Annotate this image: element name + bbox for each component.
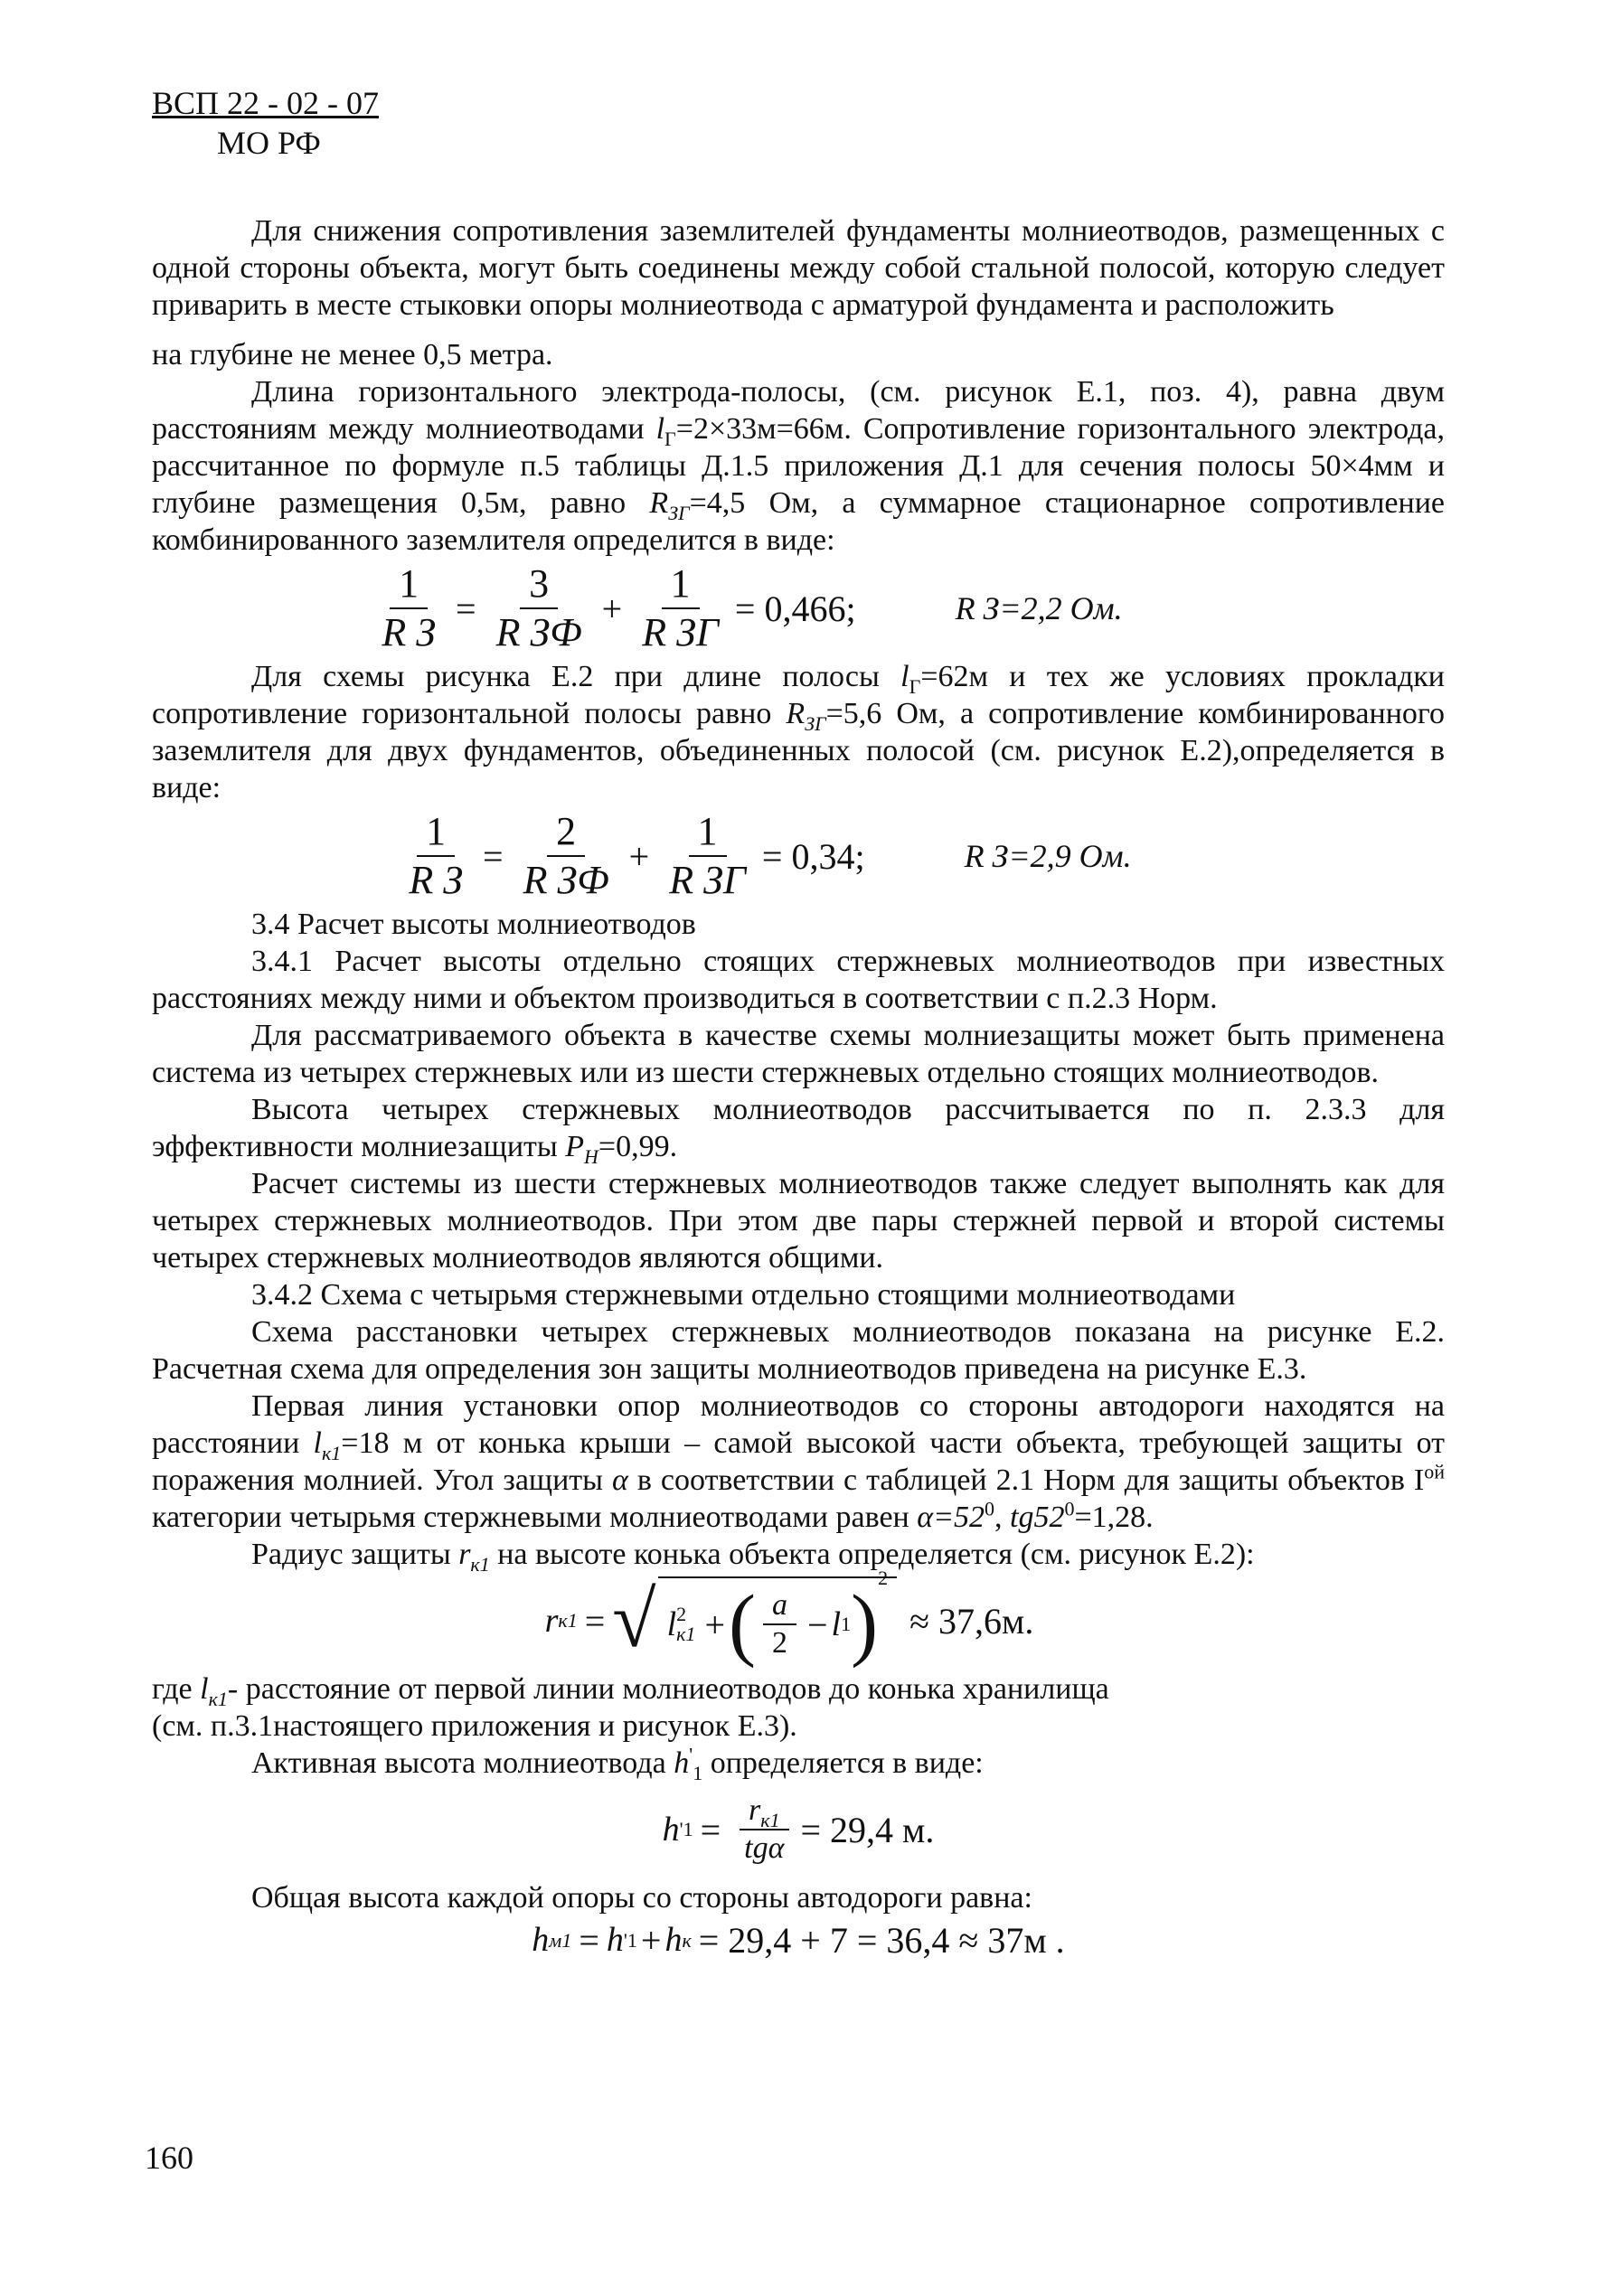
formula-result: R З=2,2 Ом.: [955, 589, 1123, 626]
fraction-a: $\frac{3}{\text{R ЗФ}}$: [495, 561, 582, 654]
section-3-4-1: 3.4.1 Расчет высоты отдельно стоящих стержневых молниеотводов при известных расстояниях между ними и объектом производиться в соответствии с п.2.3 Норм.: [152, 945, 1445, 1015]
formula-1: $\frac{1}{\text{R З}}$ = $\frac{3}{\text{R ЗФ}}$ + $\frac{1}{\text{R ЗГ}}$ = 0,466; R З=2,2 Ом.: [43, 560, 1445, 656]
organization: МО РФ: [217, 125, 321, 161]
paragraph-6: Расчет системы из шести стержневых молниеотводов также следует выполнять как для четырех стержневых молниеотводов. При этом две пары стержней первой и второй системы четырех стержневых молниеотводов являются общими.: [152, 1167, 1445, 1275]
root-sign: √: [612, 1576, 656, 1664]
standard-code: ВСП 22 - 02 - 07: [152, 85, 379, 121]
paragraph-10-end: (см. п.3.1настоящего приложения и рисунок Е.3).: [152, 1709, 797, 1743]
formula-result: R З=2,9 Ом.: [964, 837, 1132, 874]
page-number: 160: [145, 2140, 193, 2176]
section-3-4-2: 3.4.2 Схема с четырьмя стержневыми отдельно стоящими молниеотводами: [251, 1278, 1236, 1312]
fraction-lhs: $\frac{1}{\text{R З}}$: [382, 561, 437, 654]
paragraph-1-end: на глубине не менее 0,5 метра.: [152, 338, 553, 372]
formula-5: h м1 = h ' 1 + h к = 29,4 + 7 = 36,4 ≈ 37м .: [532, 1920, 1065, 1961]
paragraph-10: где $l_{к1}-$ расстояние от первой линии молниеотводов до конька хранилища: [152, 1672, 1109, 1710]
paragraph-12: Общая высота каждой опоры со стороны автодороги равна:: [251, 1881, 1032, 1915]
formula-2: $\frac{1}{\text{R З}}$ = $\frac{2}{\text{R ЗФ}}$ + $\frac{1}{\text{R ЗГ}}$ = 0,34; R З=2,9 Ом.: [409, 809, 1132, 902]
section-3-4: 3.4 Расчет высоты молниеотводов: [251, 908, 696, 941]
paragraph-9: Радиус защиты $r_{к1}$ на высоте конька объекта определяется (см. рисунок Е.2):: [251, 1538, 1255, 1576]
paragraph-3: Для схемы рисунка Е.2 при длине полосы $l_Г=62м$ и тех же условиях прокладки сопротивление горизонтальной полосы равно $R_{ЗГ}=5,6$ Ом, а сопротивление комбинированного заземлителя для двух фундаментов, объединенных полосой (см. рисунок Е.2),определяется в виде:: [152, 660, 1446, 805]
formula-4: h ' 1 = $\frac{r_{к1}}{\text{tgα}}$ = 29,4 м.: [662, 1793, 935, 1865]
root-radicand: l 2 к1 + ( $\frac{a}{2}$ − l 1 ) 2: [658, 1576, 898, 1665]
fraction-b: $\frac{1}{\text{R ЗГ}}$: [642, 561, 719, 654]
paragraph-2: Длина горизонтального электрода-полосы, (см. рисунок Е.1, поз. 4), равна двум расстояниям между молниеотводами $l_Г=2\times 33м=66м$. Сопротивление горизонтального электрода, рассчитанное по формуле п.5 таблицы Д.1.5 приложения Д.1 для сечения полосы 50×4мм и глубине размещения 0,5м, равно $R_{ЗГ}=4,5$ Ом, а суммарное стационарное сопротивление комбинированного заземлителя определится в виде:: [152, 375, 1445, 557]
formula-3: r к1 = √ l 2 к1 + ( $\frac{a}{2}$ − l 1 ) 2 ≈ 37,6м.: [544, 1567, 1034, 1669]
main-text: [152, 212, 1445, 1961]
paragraph-5: Высота четырех стержневых молниеотводов рассчитывается по п. 2.3.3 для эффективности молниезащиты $P_Н=0,99$.: [152, 1093, 1445, 1168]
paragraph-7: Схема расстановки четырех стержневых молниеотводов показана на рисунке Е.2. Расчетная схема для определения зон защиты молниеотводов приведена на рисунке Е.3.: [152, 1315, 1445, 1386]
paragraph-4: Для рассматриваемого объекта в качестве схемы молниезащиты может быть применена система из четырех стержневых или из шести стержневых отдельно стоящих молниеотводов.: [152, 1019, 1445, 1089]
paragraph-1: Для снижения сопротивления заземлителей фундаменты молниеотводов, размещенных с одной стороны объекта, могут быть соединены между собой стальной полосой, которую следует приварить в месте стыковки опоры молниеотвода с арматурой фундамента и расположить: [152, 214, 1445, 322]
paragraph-11: Активная высота молниеотвода $h'_1$ определяется в виде:: [251, 1743, 984, 1784]
document-header: [152, 83, 379, 163]
paragraph-8: Первая линия установки опор молниеотводов со стороны автодороги находятся на расстоянии $l_{к1}=18$ м от конька крыши – самой высокой части объекта, требующей защиты от поражения молнией. Угол защиты α в соответствии с таблицей 2.1 Норм для защиты объектов $I^{ой}$ категории четырьмя стержневыми молниеотводами равен $\alpha=52^0$, $tg52^0=1,28$.: [152, 1389, 1445, 1534]
